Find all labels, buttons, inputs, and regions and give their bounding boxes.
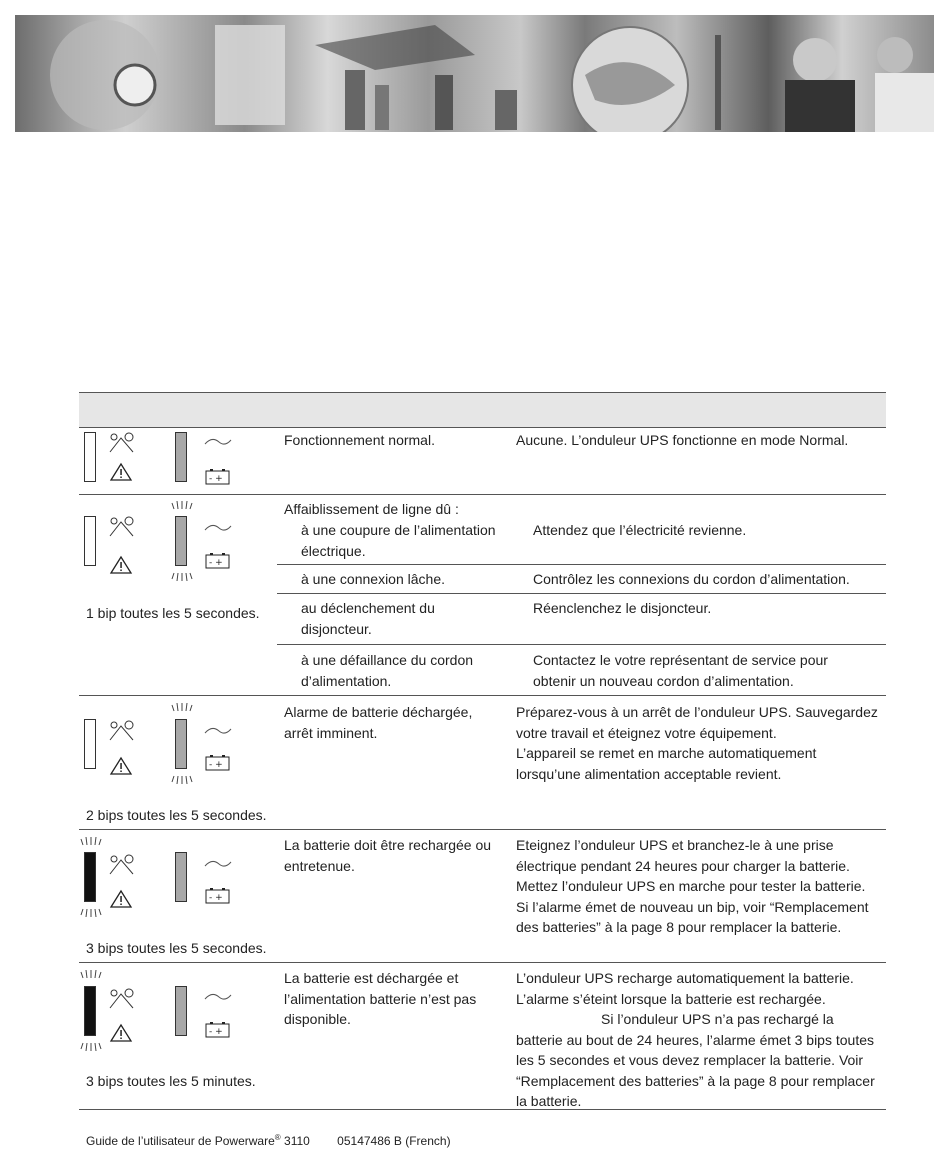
site-wiring-icon	[108, 432, 136, 454]
power-led-indicator	[175, 986, 187, 1036]
alarm-beep-text: 3 bips toutes les 5 minutes.	[86, 1073, 256, 1089]
action-text: Réenclenchez le disjoncteur.	[533, 600, 712, 616]
sine-wave-icon	[203, 436, 233, 448]
site-wiring-icon	[108, 854, 136, 876]
site-wiring-icon	[108, 988, 136, 1010]
battery-icon	[205, 887, 231, 905]
part-number: 05147486 B (French)	[337, 1134, 451, 1148]
condition-text: La batterie doit être rechargée ou entretenue.	[284, 837, 492, 874]
action-text-secondary: L’appareil se remet en marche automatiquement lorsqu’une alimentation acceptable revient.	[516, 745, 817, 782]
site-wiring-icon	[108, 720, 136, 742]
power-led-indicator	[175, 516, 187, 566]
svg-text:- +: - +	[209, 474, 223, 484]
warning-triangle-icon	[109, 462, 133, 482]
alarm-beep-text: 2 bips toutes les 5 secondes.	[86, 807, 267, 823]
alarm-led-indicator	[84, 852, 96, 902]
action-text: Préparez-vous à un arrêt de l’onduleur UPS. Sauvegardez votre travail et éteignez votre équipement.	[516, 704, 878, 741]
alarm-led-indicator	[84, 432, 96, 482]
cause-text: à une connexion lâche.	[301, 571, 445, 587]
model-number: 3110	[284, 1134, 310, 1148]
power-led-indicator	[175, 719, 187, 769]
power-led-indicator	[175, 852, 187, 902]
action-text: Aucune. L’onduleur UPS fonctionne en mode Normal.	[516, 432, 849, 448]
cause-text: à une coupure de l’alimentation électrique.	[301, 522, 496, 559]
photo-collage-banner-icon	[15, 15, 934, 132]
table-header-row	[79, 392, 886, 428]
battery-icon	[205, 754, 231, 772]
condition-text: Affaiblissement de ligne dû :	[284, 501, 459, 517]
svg-text:- +: - +	[209, 558, 223, 568]
action-text: L’onduleur UPS recharge automatiquement la batterie. L’alarme s’éteint lorsque la batterie est rechargée.	[516, 970, 854, 1007]
action-text: Contactez le votre représentant de service pour obtenir un nouveau cordon d’alimentation.	[533, 652, 828, 689]
registered-mark: ®	[274, 1133, 281, 1142]
alarm-beep-text: 1 bip toutes les 5 secondes.	[86, 605, 260, 621]
cause-text: à une défaillance du cordon d’alimentation.	[301, 652, 474, 689]
flashing-rays-icon	[80, 969, 102, 979]
sine-wave-icon	[203, 725, 233, 737]
flashing-rays-icon	[171, 775, 193, 785]
action-text: Attendez que l’électricité revienne.	[533, 522, 747, 538]
condition-text: Fonctionnement normal.	[284, 432, 435, 448]
flashing-rays-icon	[80, 836, 102, 846]
flashing-rays-icon	[171, 702, 193, 712]
page-footer	[86, 1133, 451, 1148]
battery-icon	[205, 1021, 231, 1039]
svg-text:- +: - +	[209, 893, 223, 903]
action-text-secondary: Si l’onduleur UPS n’a pas rechargé la batterie au bout de 24 heures, l’alarme émet 3 bips toutes les 5 secondes et vous devez remplacer la batterie. Voir “Remplacement des batteries” à la page 8 pour remplacer la batterie.	[516, 1011, 875, 1109]
warning-triangle-icon	[109, 889, 133, 909]
flashing-rays-icon	[171, 572, 193, 582]
condition-text: La batterie est déchargée et l’alimentation batterie n’est pas disponible.	[284, 970, 477, 1027]
alarm-led-indicator	[84, 719, 96, 769]
sine-wave-icon	[203, 991, 233, 1003]
alarm-led-indicator	[84, 516, 96, 566]
alarm-led-indicator	[84, 986, 96, 1036]
svg-text:- +: - +	[209, 760, 223, 770]
flashing-rays-icon	[80, 908, 102, 918]
warning-triangle-icon	[109, 1023, 133, 1043]
flashing-rays-icon	[171, 500, 193, 510]
sine-wave-icon	[203, 858, 233, 870]
flashing-rays-icon	[80, 1042, 102, 1052]
warning-triangle-icon	[109, 756, 133, 776]
header-banner-image	[15, 15, 934, 132]
cause-text: au déclenchement du disjoncteur.	[301, 600, 435, 637]
site-wiring-icon	[108, 516, 136, 538]
guide-title: Guide de l’utilisateur de Powerware	[86, 1134, 275, 1148]
svg-text:- +: - +	[209, 1027, 223, 1037]
sine-wave-icon	[203, 522, 233, 534]
action-text: Contrôlez les connexions du cordon d’alimentation.	[533, 571, 850, 587]
battery-icon	[205, 552, 231, 570]
battery-icon	[205, 468, 231, 486]
condition-text: Alarme de batterie déchargée, arrêt imminent.	[284, 704, 473, 741]
alarm-beep-text: 3 bips toutes les 5 secondes.	[86, 940, 267, 956]
action-text: Eteignez l’onduleur UPS et branchez-le à une prise électrique pendant 24 heures pour charger la batterie. Mettez l’onduleur UPS en marche pour tester la batterie. Si l’alarme émet de nouveau un bip, voir “Remplacement des batteries” à la page 8 pour remplacer la batterie.	[516, 837, 869, 935]
power-led-indicator	[175, 432, 187, 482]
warning-triangle-icon	[109, 555, 133, 575]
